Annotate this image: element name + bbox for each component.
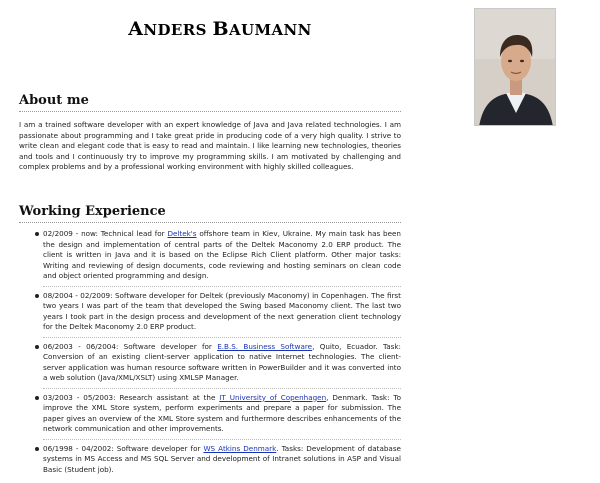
ws-atkins-link[interactable]: WS Atkins Denmark xyxy=(203,443,277,453)
experience-item xyxy=(43,229,401,287)
about-text: I am a trained software developer with an expert knowledge of Java and Java related technologies. I am passionate about programming and I take great pride in producing code of a very high quality. I strive to write clean and elegant code that is easy to read and maintain. I like learning new technologies, theories and tools and I continuously try to improve my programming skills. I am motivated by challenging and complex problems and by a professional working environment with highly skilled colleagues. xyxy=(19,120,401,171)
experience-text-before: 06/2003 - 06/2004: Software developer for xyxy=(43,341,218,351)
name-first-rest: NDERS xyxy=(143,21,207,39)
about-heading: About me xyxy=(19,93,401,112)
experience-item xyxy=(43,342,401,389)
experience-text-after: , Denmark. Task: To improve the XML Store system, perform experiments and prepare a paper for submission. The paper gives an overview of the XML Store system and furthermore describes enhancements of the network communication and other improvements. xyxy=(43,392,401,433)
experience-heading: Working Experience xyxy=(19,204,401,223)
experience-text-after: . Tasks: Development of database systems in MS Access and MS SQL Server and development of Intranet solutions in ASP and Visual Basic (Student job). xyxy=(43,443,401,474)
experience-text-before: 02/2009 - now: Technical lead for xyxy=(43,229,168,238)
experience-item xyxy=(43,393,401,440)
page-title xyxy=(0,18,440,40)
experience-text-before: 06/1998 - 04/2002: Software developer for xyxy=(43,443,204,453)
deltek-link[interactable]: Deltek's xyxy=(167,229,197,238)
experience-item xyxy=(43,291,401,338)
experience-text-after: , Quito, Ecuador. Task: Conversion of an existing client-server application to native Internet technologies. The client-server application was human resource software written in PowerBuilder and it was converted into a web solution (Java/XML/XSLT) using XMLSP Manager. xyxy=(43,341,401,382)
ebs-business-software-link[interactable]: E.B.S. Business Software xyxy=(217,341,313,351)
portrait-image xyxy=(475,9,556,126)
experience-item xyxy=(43,444,401,480)
experience-text-after: offshore team in Kiev, Ukraine. My main task has been the design and implementation of central parts of the Deltek Maconomy 2.0 ERP product. The client is written in Java and it is based on the Eclipse Rich Client platform. Other major tasks: Writing and reviewing of design documents, code reviewing and hosting seminars on clean code and object oriented programming and design. xyxy=(43,229,401,280)
it-university-link[interactable]: IT University of Copenhagen xyxy=(219,392,327,402)
name-last-rest: AUMANN xyxy=(228,21,312,39)
experience-text-before: 08/2004 - 02/2009: Software developer for Deltek (previously Maconomy) in Copenhagen. The first two years I was part of the team that developed the Swing based Maconomy client. The last two years I took part in the design process and development of the next generation client technology for the Deltek Maconomy 2.0 ERP product. xyxy=(43,290,401,331)
experience-text-before: 03/2003 - 05/2003: Research assistant at the xyxy=(43,392,220,402)
name-last-initial: B xyxy=(212,18,229,40)
profile-photo xyxy=(474,8,556,126)
experience-list xyxy=(19,229,401,483)
name-first-initial: A xyxy=(128,18,144,40)
